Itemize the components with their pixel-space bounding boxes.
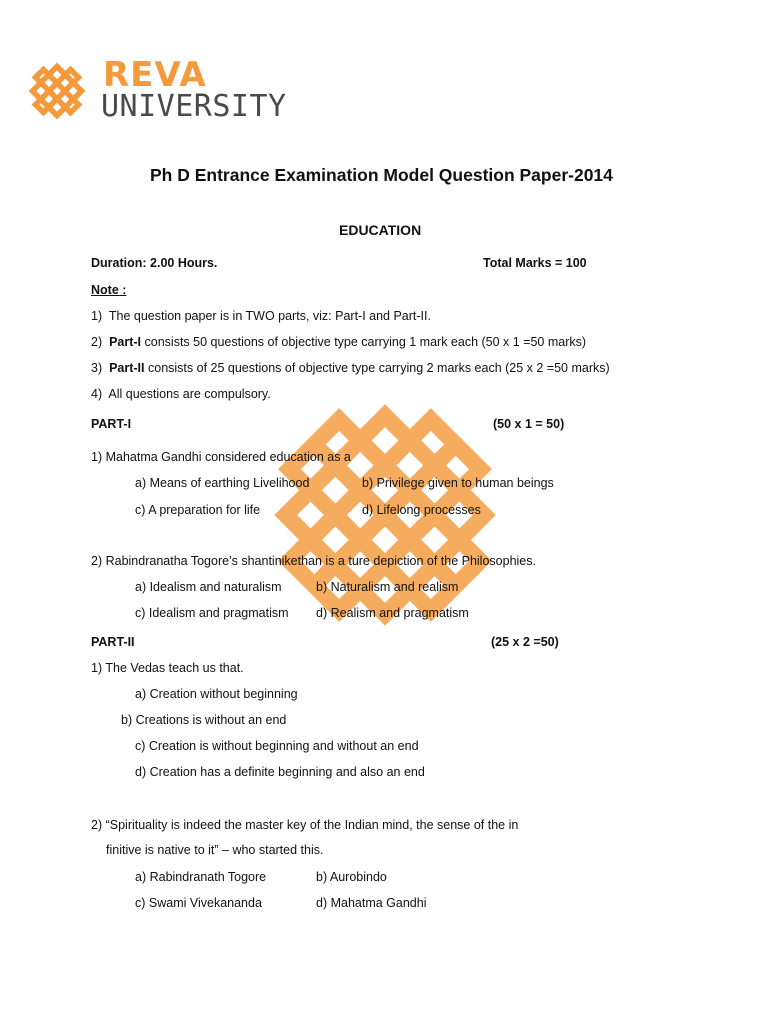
option-d: d) Mahatma Gandhi [316, 896, 427, 910]
option-b: b) Naturalism and realism [316, 580, 459, 594]
note-item [91, 361, 610, 375]
note-number: 1) [91, 309, 103, 323]
note-number: 4) [91, 387, 103, 401]
option-a: a) Creation without beginning [135, 687, 298, 701]
part1-heading: PART-I [91, 417, 132, 431]
question-text: 1) The Vedas teach us that. [91, 661, 244, 675]
note-item [91, 387, 271, 401]
option-c: c) Idealism and pragmatism [135, 606, 289, 620]
option-b: b) Aurobindo [316, 870, 387, 884]
note-heading: Note : [91, 283, 127, 297]
note-item [91, 335, 586, 349]
endless-knot-icon [26, 60, 88, 122]
note-text: All questions are compulsory. [108, 387, 271, 401]
note-text: consists 50 questions of objective type carrying 1 mark each (50 x 1 =50 marks) [144, 335, 587, 349]
question-text: 1) Mahatma Gandhi considered education as a [91, 450, 351, 464]
subject-heading: EDUCATION [339, 222, 422, 238]
note-text: consists of 25 questions of objective type carrying 2 marks each (25 x 2 =50 marks) [148, 361, 610, 375]
part2-heading: PART-II [91, 635, 135, 649]
question-text-continued: finitive is native to it” – who started this. [106, 843, 324, 857]
note-item [91, 309, 431, 323]
option-a: a) Idealism and naturalism [135, 580, 282, 594]
total-marks-label: Total Marks = 100 [483, 256, 587, 270]
option-c: c) Swami Vivekananda [135, 896, 262, 910]
option-d: d) Lifelong processes [362, 503, 481, 517]
option-b: b) Creations is without an end [121, 713, 287, 727]
logo-text-university: UNIVERSITY [101, 89, 287, 124]
note-number: 2) [91, 335, 103, 349]
part2-marks: (25 x 2 =50) [491, 635, 559, 649]
duration-label: Duration: 2.00 Hours. [91, 256, 218, 270]
option-a: a) Rabindranath Togore [135, 870, 267, 884]
question-text: 2) Rabindranatha Togore’s shantinikethan is a ture depiction of the Philosophies. [91, 554, 536, 568]
option-d: d) Realism and pragmatism [316, 606, 469, 620]
option-b: b) Privilege given to human beings [362, 476, 554, 490]
option-a: a) Means of earthing Livelihood [135, 476, 310, 490]
option-c: c) Creation is without beginning and without an end [135, 739, 419, 753]
note-number: 3) [91, 361, 103, 375]
part1-marks: (50 x 1 = 50) [493, 417, 565, 431]
logo-text-reva: REVA [103, 55, 207, 95]
note-bold-term: Part-I [109, 335, 142, 349]
question-text: 2) “Spirituality is indeed the master key of the Indian mind, the sense of the in [91, 818, 519, 832]
note-bold-term: Part-II [109, 361, 145, 375]
paper-title: Ph D Entrance Examination Model Question Paper-2014 [150, 165, 613, 185]
note-text: The question paper is in TWO parts, viz: Part-I and Part-II. [108, 309, 431, 323]
option-d: d) Creation has a definite beginning and also an end [135, 765, 425, 779]
option-c: c) A preparation for life [135, 503, 261, 517]
